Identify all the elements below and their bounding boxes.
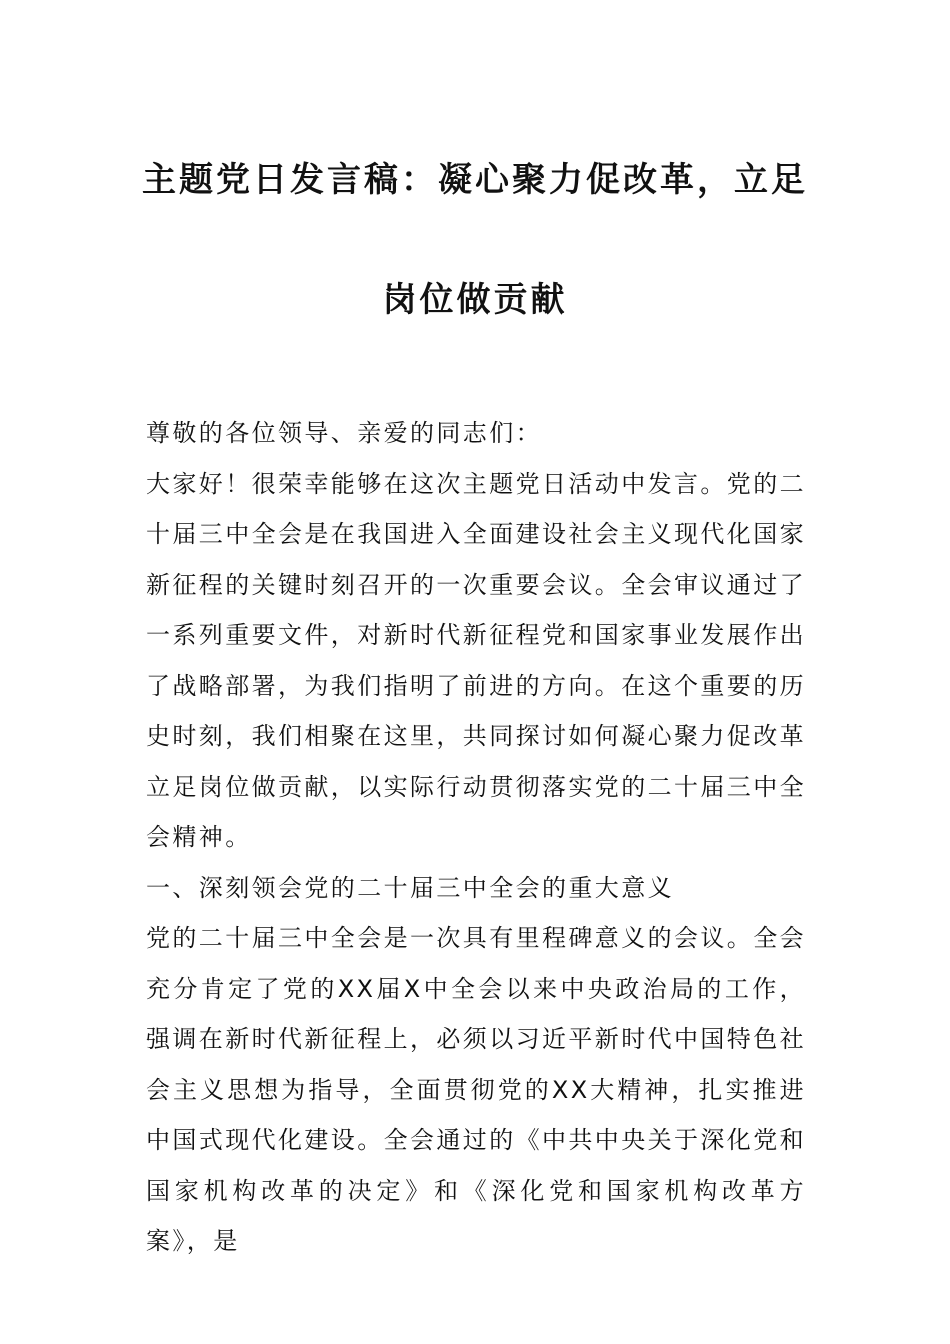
- document-body: [146, 408, 806, 1267]
- opening-paragraph: 大家好！很荣幸能够在这次主题党日活动中发言。党的二十届三中全会是在我国进入全面建设社会主义现代化国家新征程的关键时刻召开的一次重要会议。全会审议通过了一系列重要文件，对新时代新征程党和国家事业发展作出了战略部署，为我们指明了前进的方向。在这个重要的历史时刻，我们相聚在这里，共同探讨如何凝心聚力促改革立足岗位做贡献，以实际行动贯彻落实党的二十届三中全会精神。: [146, 469, 806, 851]
- section-paragraph: 党的二十届三中全会是一次具有里程碑意义的会议。全会充分肯定了党的XX届X中全会以来中央政治局的工作，强调在新时代新征程上，必须以习近平新时代中国特色社会主义思想为指导，全面贯彻党的XX大精神，扎实推进中国式现代化建设。全会通过的《中共中央关于深化党和国家机构改革的决定》和《深化党和国家机构改革方案》，是: [146, 924, 806, 1255]
- document-title-line-1: 主题党日发言稿：凝心聚力促改革，立足: [142, 160, 808, 200]
- section-heading: 一、深刻领会党的二十届三中全会的重大意义: [146, 873, 674, 902]
- document-title-line-2: 岗位做贡献: [382, 280, 568, 320]
- salutation-paragraph: 尊敬的各位领导、亲爱的同志们：: [146, 419, 542, 447]
